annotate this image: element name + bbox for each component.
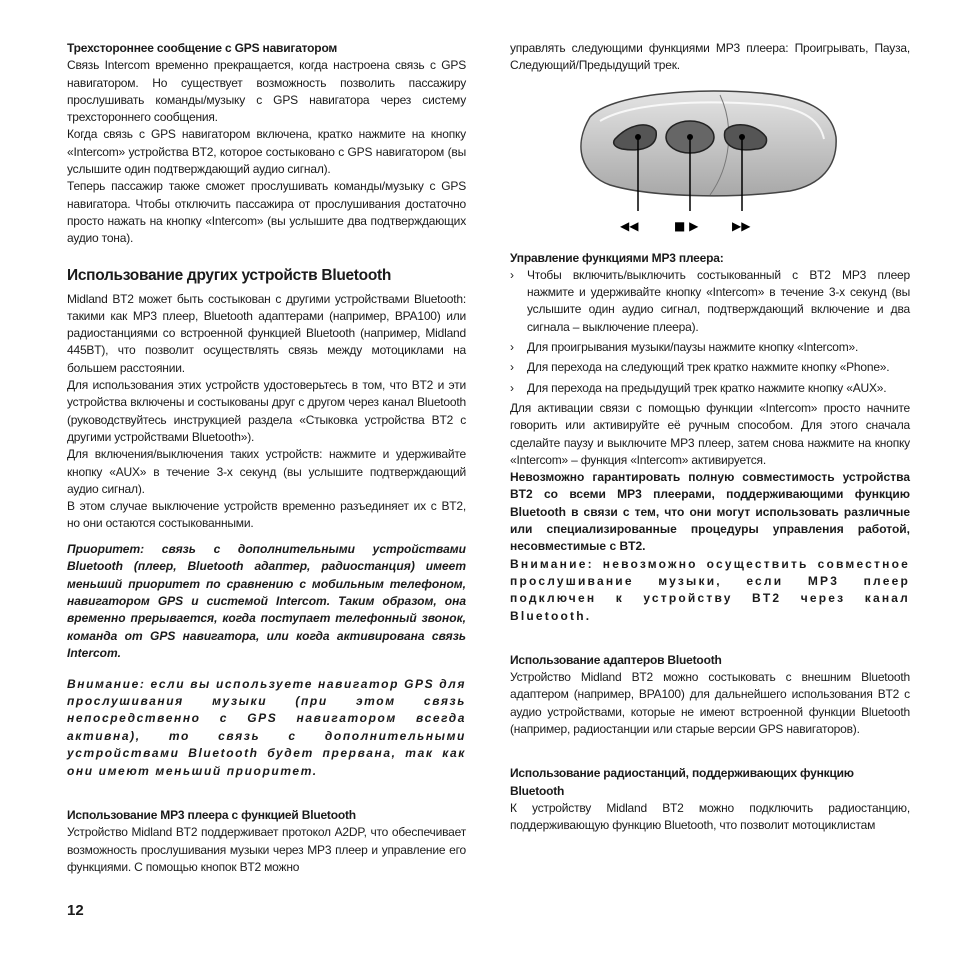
- bullet-mark: ›: [510, 340, 514, 355]
- next-label: ▶▶: [732, 218, 751, 233]
- gps-heading: Трехстороннее сообщение с GPS навигатором: [67, 41, 338, 55]
- bullet-mark: ›: [510, 380, 514, 395]
- mp3-heading: Использование MP3 плеера с функцией Bluetooth: [67, 808, 356, 822]
- left-column: [67, 40, 466, 876]
- bt2-buttons-illustration: [570, 87, 840, 237]
- list-item: › Для проигрывания музыки/паузы нажмите кнопку «Intercom».: [510, 339, 910, 356]
- other-devices-heading: Использование других устройств Bluetooth: [67, 266, 392, 284]
- gps-paragraph-1: Связь Intercom временно прекращается, когда настроена связь с GPS навигатором. Но существует возможность позволить пассажиру прослушивать команды/музыку с GPS навигатора через систему трехстороннего сообщения.: [67, 58, 466, 125]
- other-paragraph-1: Midland BT2 может быть состыкован с другими устройствами Bluetooth: такими как MP3 плеер, Bluetooth адаптерами (например, BPA100) или радиостанциями со встроенной функцией Bluetooth (например, Midland 445BT), что позволит осуществлять связь между мотоциклами на большем расстоянии.: [67, 291, 466, 375]
- gps-paragraph-3: Теперь пассажир также сможет прослушивать команды/музыку с GPS навигатора. Чтобы отключить пассажира от прослушивания достаточно просто нажать на кнопку «Intercom» (вы услышите два подтверждающих аудио тона).: [67, 179, 466, 246]
- activation-paragraph: Для активации связи с помощью функции «Intercom» просто начните говорить или активируйте её ручным способом. Для этого сначала сделайте паузу и выключите MP3 плеер, затем снова нажмите на кнопку «Intercom» – функция «Intercom» активируется.: [510, 400, 910, 467]
- other-paragraph-4: В этом случае выключение устройств временно разъединяет их с BT2, но они остаются состыкованными.: [67, 499, 466, 531]
- adapters-paragraph: Устройство Midland BT2 можно состыковать с внешним Bluetooth адаптером (например, BPA100) для дальнейшего использования BT2 с аудио устройствами, которые не имеют встроенной функции Bluetooth (например, радиостанции или старые версии GPS навигаторов).: [510, 670, 910, 737]
- gps-paragraph-2: Когда связь с GPS навигатором включена, кратко нажмите на кнопку «Intercom» устройства BT2, которое состыковано с GPS навигатором (вы услышите один подтверждающий аудио сигнал).: [67, 127, 466, 177]
- page-number: 12: [67, 902, 84, 919]
- play-pause-label: ■ ▶: [674, 218, 699, 233]
- mp3-continued: управлять следующими функциями MP3 плеера: Проигрывать, Пауза, Следующий/Предыдущий трек.: [510, 41, 910, 73]
- mp3-paragraph: Устройство Midland BT2 поддерживает протокол A2DP, что обеспечивает возможность прослушивания музыки через MP3 плеер и управление его функциями. С помощью кнопок BT2 можно: [67, 825, 466, 874]
- list-item: › Для перехода на следующий трек кратко нажмите кнопку «Phone».: [510, 359, 910, 376]
- other-paragraph-2: Для использования этих устройств удостоверьтесь в том, что BT2 и эти устройства включены и состыкованы друг с другом через канал Bluetooth (руководствуйтесь инструкцией раздела «Стыковка устройства BT2 с другими устройствами Bluetooth»).: [67, 378, 466, 444]
- radio-heading: Использование радиостанций, поддерживающих функцию Bluetooth: [510, 766, 854, 798]
- right-column: [510, 40, 910, 835]
- control-heading: Управление функциями MP3 плеера:: [510, 250, 724, 265]
- compatibility-note: Невозможно гарантировать полную совместимость устройства BT2 со всеми MP3 плеерами, поддерживающими функцию Bluetooth в связи с тем, что они могут использовать различные или специализированные процедуры управления работой, несовместимые с BT2.: [510, 470, 910, 554]
- bullet-mark: ›: [510, 267, 514, 282]
- radio-paragraph: К устройству Midland BT2 можно подключить радиостанцию, поддерживающую функцию Bluetooth, что позволит мотоциклистам: [510, 800, 910, 833]
- mp3-warning: Внимание: невозможно осуществить совместное прослушивание музыки, если MP3 плеер подключен к устройству BT2 через канал Bluetooth.: [510, 556, 910, 623]
- adapters-heading: Использование адаптеров Bluetooth: [510, 652, 722, 667]
- list-item: › Для перехода на предыдущий трек кратко нажмите кнопку «AUX».: [510, 380, 910, 397]
- list-item: › Чтобы включить/выключить состыкованный с BT2 MP3 плеер нажмите и удерживайте кнопку «Intercom» в течение 3-х секунд (вы услышите один аудио сигнал, подтверждающий включение и два сигнала – выключение плеера).: [510, 267, 910, 334]
- gps-warning: Внимание: если вы используете навигатор GPS для прослушивания музыки (при этом связь непосредственно с GPS навигатором всегда активна), то связь с дополнительными устройствами Bluetooth будет прервана, так как они имеют меньший приоритет.: [67, 676, 466, 778]
- bullet-mark: ›: [510, 360, 514, 375]
- prev-label: ◀◀: [620, 218, 639, 233]
- other-paragraph-3: Для включения/выключения таких устройств: нажмите и удерживайте кнопку «AUX» в течение 3-х секунд (вы услышите подтверждающий аудио сигнал).: [67, 447, 466, 496]
- priority-note: Приоритет: связь с дополнительными устройствами Bluetooth (плеер, Bluetooth адаптер, радиостанция) имеет меньший приоритет по сравнению с мобильным телефоном, навигатором GPS и системой Intercom. Таким образом, она временно прерывается, когда поступает телефонный звонок, команда от GPS навигатора, или когда активирована связь Intercom.: [67, 541, 466, 661]
- control-list: [510, 267, 910, 397]
